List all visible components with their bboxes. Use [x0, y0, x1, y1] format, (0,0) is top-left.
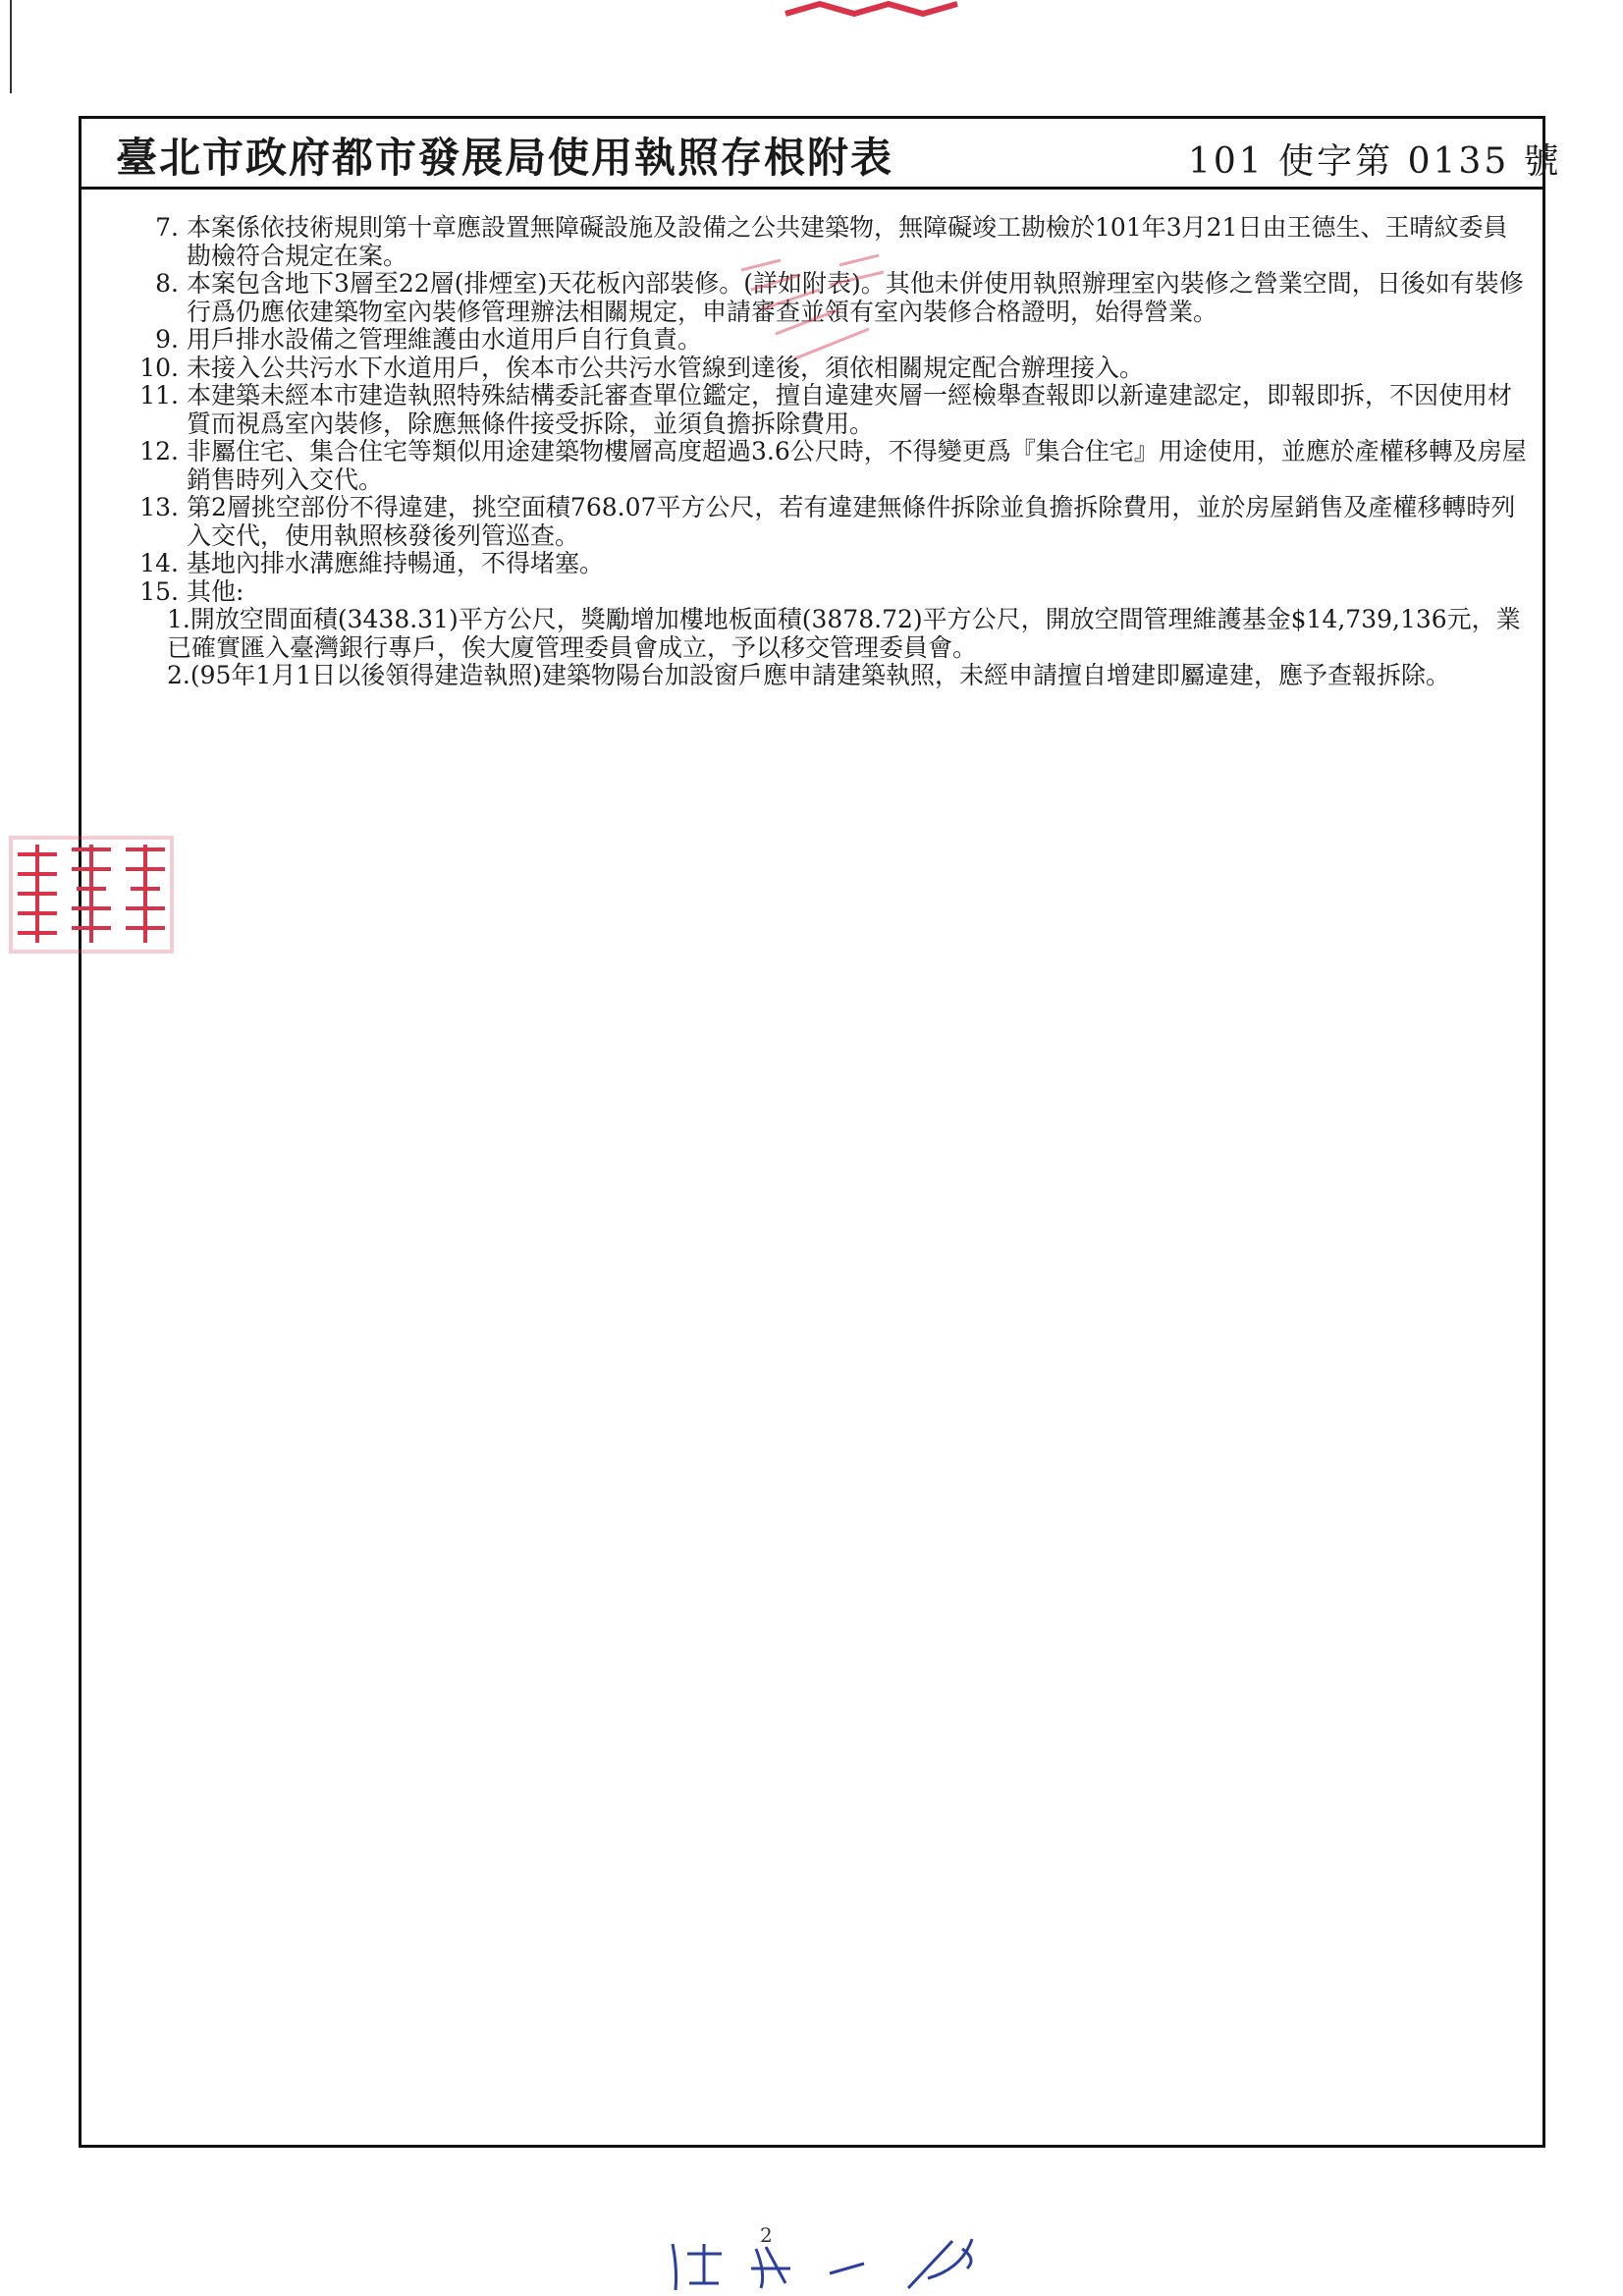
list-item: [137, 494, 1532, 550]
item-text: 基地內排水溝應維持暢通，不得堵塞。: [187, 549, 605, 577]
item-number: 14.: [139, 549, 179, 577]
red-seal-stamp-icon: [722, 250, 889, 378]
list-item: [137, 382, 1532, 438]
sub-item-text: 1.開放空間面積(3438.31)平方公尺，獎勵增加樓地板面積(3878.72)平方公尺，開放空間管理維護基金$14,739,136元，業已確實匯入臺灣銀行專戶，俟大廈管理委員會成立，予以移交管理委員會。: [167, 605, 1521, 662]
list-item: [137, 550, 1532, 578]
item-number: 10.: [139, 353, 179, 382]
item-text: 第2層挑空部份不得違建，挑空面積768.07平方公尺，若有違建無條件拆除並負擔拆除費用，並於房屋銷售及產權移轉時列入交代，使用執照核發後列管巡查。: [187, 493, 1516, 550]
permit-number: 101 使字第 0135 號: [1188, 141, 1562, 182]
scan-edge-line: [10, 0, 12, 93]
item-number: 9.: [155, 325, 179, 354]
red-seal-stamp-icon: [8, 835, 175, 955]
list-item: [137, 438, 1532, 494]
item-text: 用戶排水設備之管理維護由水道用戶自行負責。: [187, 325, 703, 354]
item-number: 8.: [155, 269, 179, 298]
header-divider: [79, 187, 1545, 190]
item-number: 13.: [139, 493, 179, 521]
sub-list: [167, 606, 1532, 690]
sub-item-text: 2.(95年1月1日以後領得建造執照)建築物陽台加設窗戶應申請建築執照，未經申請擅自增建即屬違建，應予查報拆除。: [167, 661, 1450, 689]
handwritten-mark-icon: [668, 2229, 992, 2296]
item-number: 12.: [139, 437, 179, 465]
item-number: 7.: [155, 213, 179, 242]
item-text: 其他:: [187, 576, 244, 606]
top-red-stamp-fragment: [781, 0, 967, 18]
item-number: 11.: [139, 381, 179, 410]
item-text: 本建築未經本市建造執照特殊結構委託審查單位鑑定，擅自違建夾層一經檢舉查報即以新違建認定，即報即拆，不因使用材質而視爲室內裝修，除應無條件接受拆除，並須負擔拆除費用。: [187, 381, 1513, 438]
item-text: 非屬住宅、集合住宅等類似用途建築物樓層高度超過3.6公尺時，不得變更爲『集合住宅』用途使用，並應於產權移轉及房屋銷售時列入交代。: [187, 437, 1527, 494]
page-number: 2: [760, 2223, 773, 2247]
list-item: [137, 578, 1532, 607]
document-title: 臺北市政府都市發展局使用執照存根附表: [116, 134, 894, 182]
item-text: 未接入公共污水下水道用戶，俟本市公共污水管線到達後，須依相關規定配合辦理接入。: [187, 353, 1145, 382]
item-number: 15.: [139, 576, 179, 606]
item-text: 本案係依技術規則第十章應設置無障礙設施及設備之公共建築物，無障礙竣工勘檢於101年3月21日由王德生、王晴紋委員勘檢符合規定在案。: [187, 213, 1508, 270]
item-text: 本案包含地下3層至22層(排煙室)天花板內部裝修。(詳如附表)。其他未併使用執照辦理室內裝修之營業空間，日後如有裝修行爲仍應依建築物室內裝修管理辦法相關規定，申請審查並領有室內裝修合格證明，始得營業。: [187, 269, 1524, 326]
